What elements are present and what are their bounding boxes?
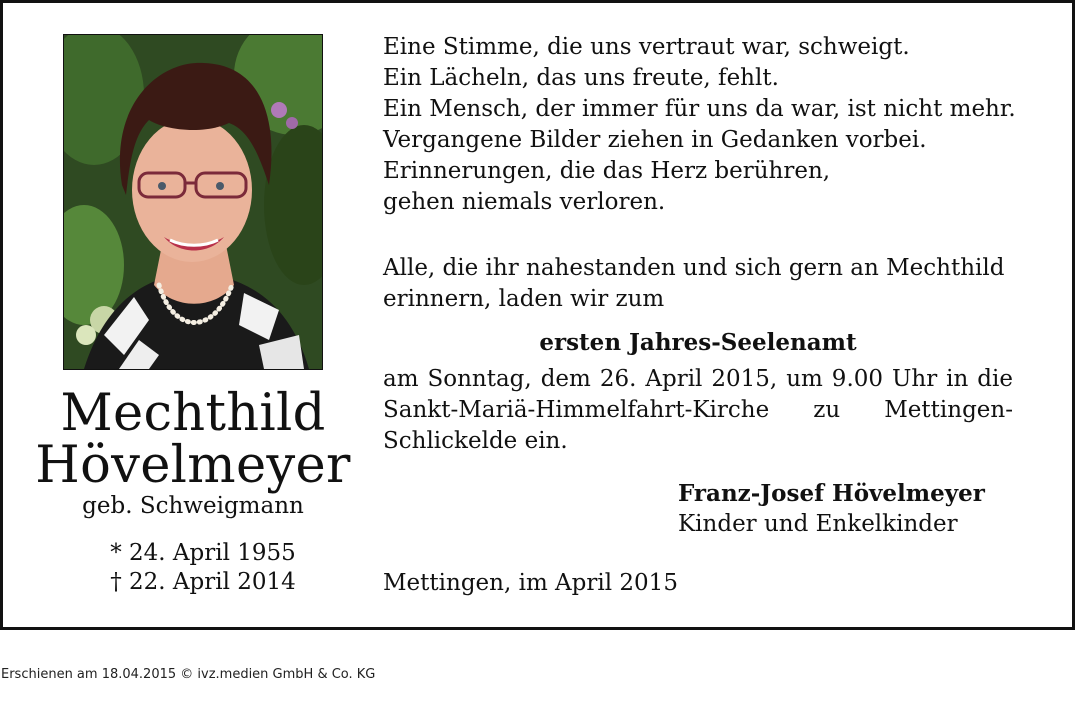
verse-line: Eine Stimme, die uns vertraut war, schweigt.: [383, 34, 910, 60]
portrait-image: [64, 35, 322, 369]
signature-name: Franz-Josef Hövelmeyer: [678, 480, 985, 507]
event-details: [383, 364, 1013, 457]
portrait-photo: [63, 34, 323, 370]
verse-line: Ein Lächeln, das uns freute, fehlt.: [383, 65, 779, 91]
place-date: Mettingen, im April 2015: [383, 570, 678, 596]
deceased-last-name: Hövelmeyer: [35, 436, 351, 495]
invitation-line: Alle, die ihr nahestanden und sich gern an Mechthild: [383, 255, 1005, 281]
verse-line: Erinnerungen, die das Herz berühren,: [383, 158, 831, 184]
verse-line: gehen niemals verloren.: [383, 189, 666, 215]
event-title: ersten Jahres-Seelenamt: [539, 329, 857, 356]
details-line: Schlickelde ein.: [383, 428, 568, 454]
invitation-text: [383, 253, 1013, 315]
birth-name: geb. Schweigmann: [82, 493, 304, 519]
publication-footer: Erschienen am 18.04.2015 © ivz.medien GmbH & Co. KG: [1, 667, 376, 682]
invitation-line: erinnern, laden wir zum: [383, 286, 665, 312]
details-line: Sankt-Mariä-Himmelfahrt-Kirche zu Mettingen-: [383, 397, 1013, 423]
details-line: am Sonntag, dem 26. April 2015, um 9.00 Uhr in die: [383, 366, 1013, 392]
death-date: † 22. April 2014: [110, 569, 296, 595]
verse-line: Ein Mensch, der immer für uns da war, ist nicht mehr.: [383, 96, 1016, 122]
signature-family: Kinder und Enkelkinder: [678, 511, 958, 537]
deceased-first-name: Mechthild: [60, 384, 326, 443]
verse-line: Vergangene Bilder ziehen in Gedanken vorbei.: [383, 127, 927, 153]
memorial-verse: [383, 32, 1016, 218]
birth-date: * 24. April 1955: [110, 540, 296, 566]
